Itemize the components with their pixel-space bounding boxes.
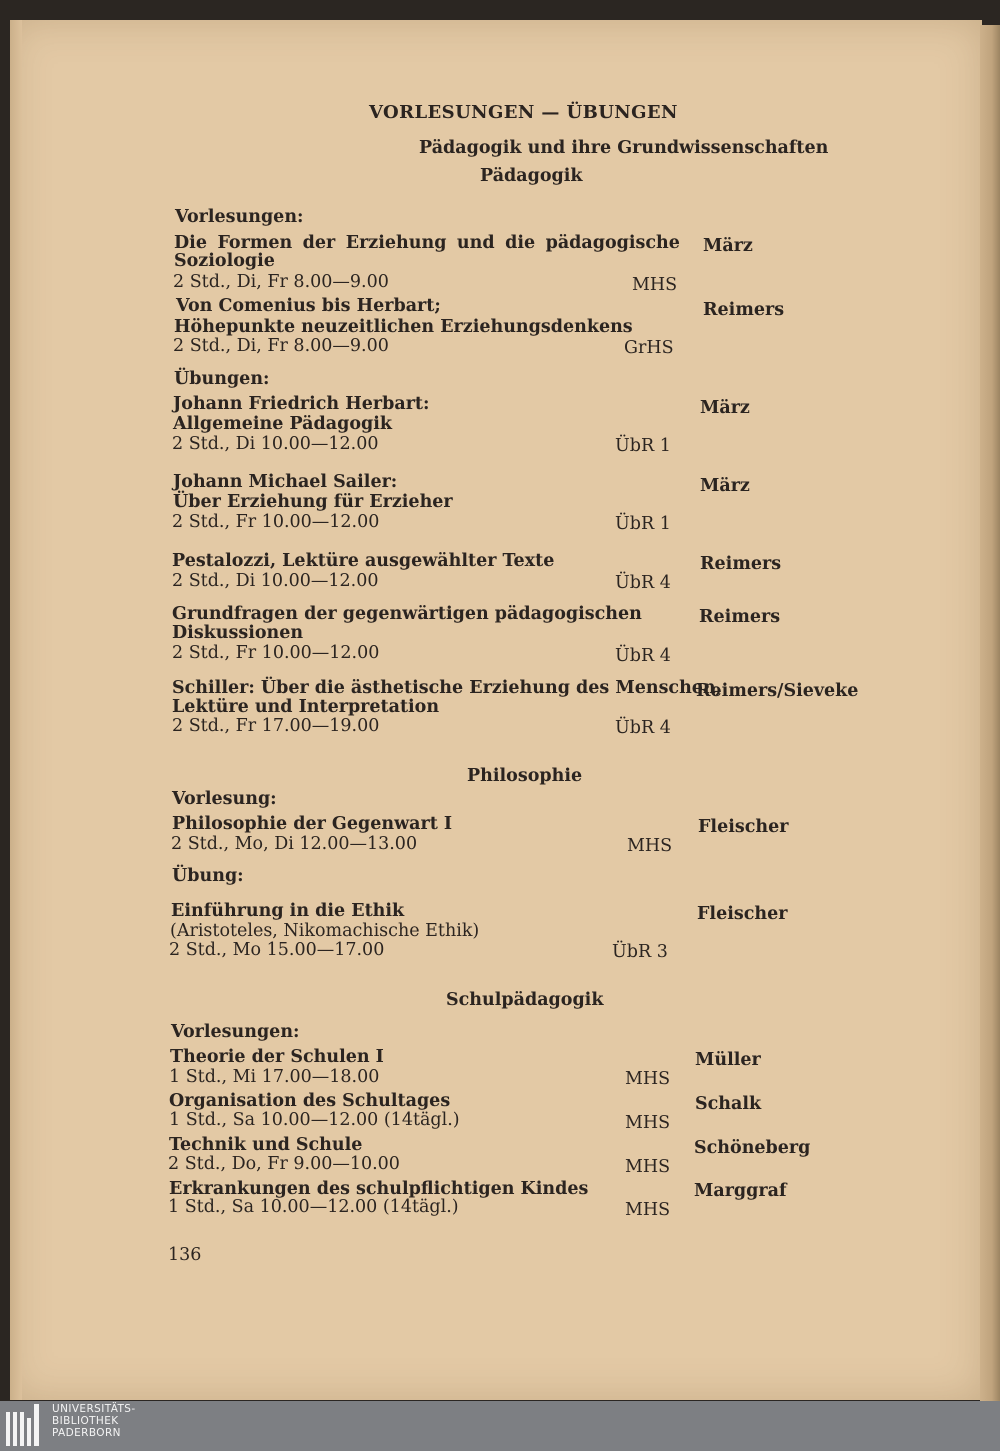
course-time: 2 Std., Di 10.00—12.00 <box>172 571 379 591</box>
course-room: ÜbR 3 <box>612 942 668 962</box>
library-logo-text: UNIVERSITÄTS- BIBLIOTHEK PADERBORN <box>52 1403 136 1439</box>
course-room: ÜbR 4 <box>615 718 671 738</box>
course-time: 2 Std., Di, Fr 8.00—9.00 <box>173 336 389 356</box>
course-time: 2 Std., Fr 10.00—12.00 <box>172 512 380 532</box>
library-logo-icon <box>6 1404 46 1446</box>
uebung-label: Übung: <box>172 866 244 886</box>
course-room: MHS <box>625 1157 671 1177</box>
course-title: Johann Friedrich Herbart: <box>173 394 430 414</box>
course-room: ÜbR 1 <box>615 436 671 456</box>
section-heading-schulpaedagogik: Schulpädagogik <box>446 990 604 1010</box>
lecturer: Reimers <box>700 554 782 574</box>
course-room: MHS <box>625 1113 671 1133</box>
course-title-line2: Diskussionen <box>172 623 304 643</box>
course-title: Schiller: Über die ästhetische Erziehung des Menschen, <box>172 678 722 698</box>
course-title: Von Comenius bis Herbart; <box>176 296 441 316</box>
page-title: VORLESUNGEN — ÜBUNGEN <box>369 102 678 123</box>
course-time: 2 Std., Fr 10.00—12.00 <box>172 643 380 663</box>
page-number: 136 <box>168 1245 202 1265</box>
page-left-edge <box>10 20 22 1400</box>
course-title: Johann Michael Sailer: <box>173 472 398 492</box>
course-time: 1 Std., Mi 17.00—18.00 <box>169 1067 380 1087</box>
vorlesung-label: Vorlesung: <box>172 789 277 809</box>
course-time: 1 Std., Sa 10.00—12.00 (14tägl.) <box>168 1197 459 1217</box>
course-time: 2 Std., Fr 17.00—19.00 <box>172 716 380 736</box>
library-footer-bar <box>0 1401 1000 1451</box>
course-title-line2: Lektüre und Interpretation <box>172 697 440 717</box>
course-title-line2: Soziologie <box>174 251 275 271</box>
lecturer: Reimers/Sieveke <box>696 681 859 701</box>
lecturer: Fleischer <box>697 904 788 924</box>
lecturer: März <box>700 398 750 418</box>
course-room: ÜbR 4 <box>615 573 671 593</box>
lecturer: Schöneberg <box>694 1138 811 1158</box>
course-time: 2 Std., Do, Fr 9.00—10.00 <box>168 1154 400 1174</box>
course-room: ÜbR 1 <box>615 514 671 534</box>
course-room: GrHS <box>624 338 674 358</box>
course-title-line2: Über Erziehung für Erzieher <box>173 492 453 512</box>
section-heading-paedagogik: Pädagogik <box>480 166 583 186</box>
lecturer: März <box>703 236 753 256</box>
course-title: Die Formen der Erziehung und die pädagogische <box>174 233 680 253</box>
course-time: 2 Std., Di, Fr 8.00—9.00 <box>173 272 389 292</box>
course-room: MHS <box>625 1069 671 1089</box>
course-time: 1 Std., Sa 10.00—12.00 (14tägl.) <box>169 1110 460 1130</box>
course-time: 2 Std., Mo, Di 12.00—13.00 <box>171 834 418 854</box>
course-title: Grundfragen der gegenwärtigen pädagogischen <box>172 604 642 624</box>
vorlesungen-label: Vorlesungen: <box>171 1022 300 1042</box>
lecturer: Müller <box>695 1050 761 1070</box>
course-room: ÜbR 4 <box>615 646 671 666</box>
course-time: 2 Std., Mo 15.00—17.00 <box>169 940 385 960</box>
uebungen-label: Übungen: <box>174 369 270 389</box>
course-title: Pestalozzi, Lektüre ausgewählter Texte <box>172 551 555 571</box>
course-title-line2: (Aristoteles, Nikomachische Ethik) <box>170 921 480 941</box>
lecturer: März <box>700 476 750 496</box>
lecturer: Fleischer <box>698 817 789 837</box>
course-title-line2: Höhepunkte neuzeitlichen Erziehungsdenkens <box>174 317 633 337</box>
course-title: Philosophie der Gegenwart I <box>172 814 453 834</box>
course-title: Organisation des Schultages <box>169 1091 451 1111</box>
vorlesungen-label: Vorlesungen: <box>175 207 304 227</box>
course-title: Einführung in die Ethik <box>171 901 405 921</box>
lecturer: Reimers <box>703 300 785 320</box>
course-title: Erkrankungen des schulpflichtigen Kindes <box>169 1179 589 1199</box>
course-room: MHS <box>627 836 673 856</box>
subtitle: Pädagogik und ihre Grundwissenschaften <box>419 138 829 158</box>
course-title: Technik und Schule <box>169 1135 363 1155</box>
course-time: 2 Std., Di 10.00—12.00 <box>172 434 379 454</box>
section-heading-philosophie: Philosophie <box>467 766 583 786</box>
lecturer: Schalk <box>695 1094 762 1114</box>
course-room: MHS <box>632 275 678 295</box>
course-title: Theorie der Schulen I <box>170 1047 384 1067</box>
page-right-edge <box>980 25 1000 1401</box>
course-title-line2: Allgemeine Pädagogik <box>173 414 393 434</box>
lecturer: Marggraf <box>694 1181 787 1201</box>
lecturer: Reimers <box>699 607 781 627</box>
course-room: MHS <box>625 1200 671 1220</box>
